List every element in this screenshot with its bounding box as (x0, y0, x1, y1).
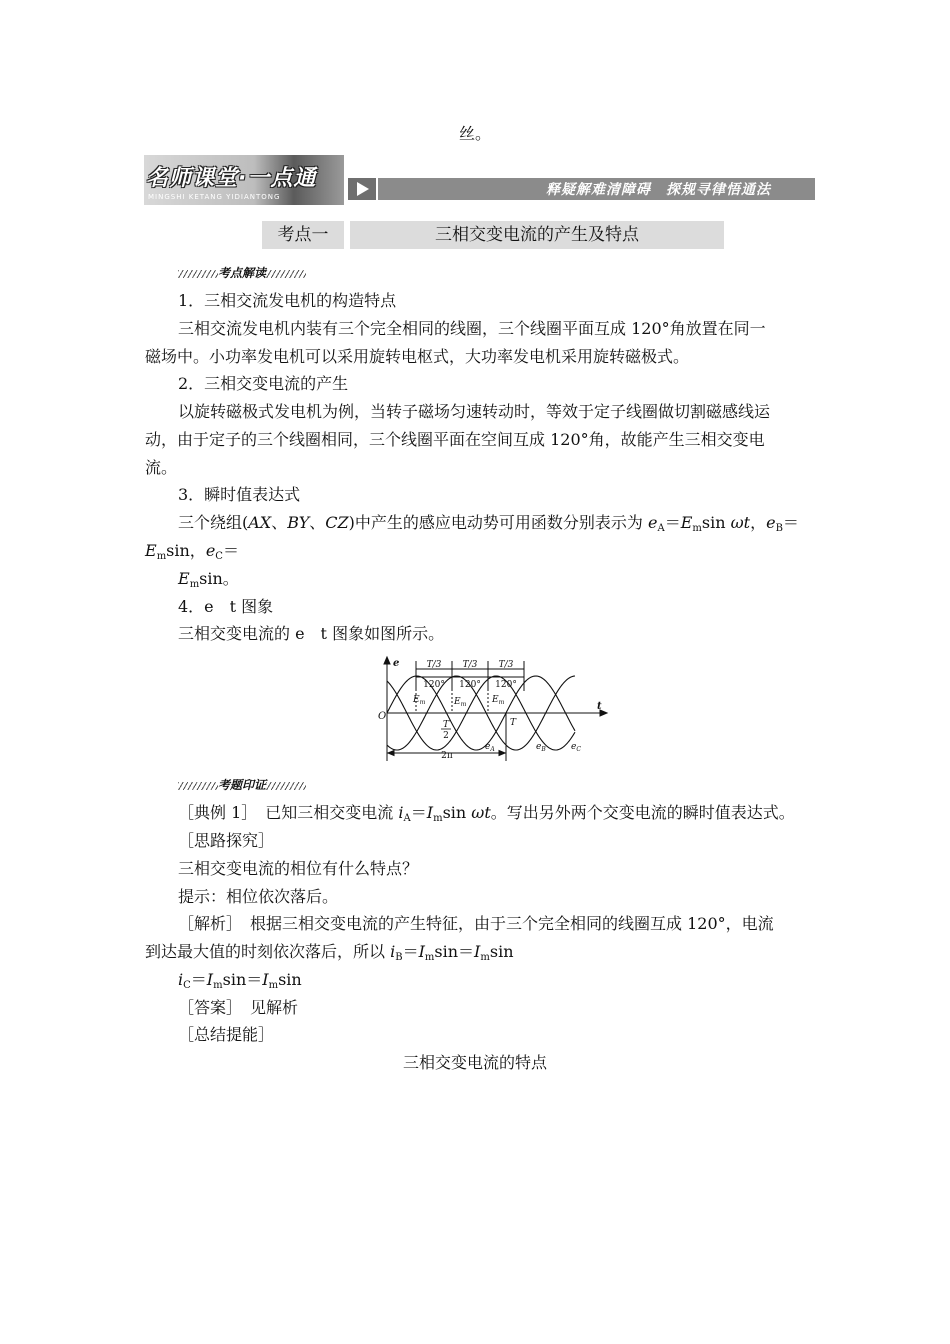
heading-2: 2．三相交变电流的产生 (178, 374, 349, 393)
paragraph-3-line-2: $E_m\sin$，$e_C=$ (145, 541, 239, 562)
axis-label-t: t (597, 701, 602, 712)
analysis-line-2: 到达最大值的时刻依次落后，所以 $i_B=I_m\sin=I_m\sin$ (145, 942, 514, 963)
angle-label-2: 120° (459, 680, 481, 690)
paragraph-2-line-3: 流。 (145, 458, 178, 477)
hatch-decoration (266, 782, 306, 790)
em-label-1: $E_m$ (413, 695, 426, 706)
heading-3: 3．瞬时值表达式 (178, 485, 301, 504)
section-heading-kaoti-yinzheng: 考题印证 (178, 777, 306, 793)
two-pi-arrow-right (499, 751, 505, 756)
banner-slogan: 释疑解难清障碍 探规寻律悟通法 (546, 182, 771, 198)
paragraph-2-line-1: 以旋转磁极式发电机为例，当转子磁场匀速转动时，等效于定子线圈做切割磁感线运 (178, 402, 771, 421)
curve-label-ec: $e_C$ (571, 742, 581, 753)
section-banner (144, 155, 815, 205)
curve-label-eb: $e_B$ (536, 742, 546, 753)
kaodian-label: 考点一 (277, 225, 329, 245)
period-label: T (510, 718, 517, 728)
banner-photo (144, 155, 344, 205)
siLu-tag: ［思路探究］ (178, 831, 275, 850)
kaodian-header (262, 221, 724, 249)
t3-label-1: T/3 (426, 660, 442, 670)
angle-label-3: 120° (495, 680, 517, 690)
two-pi-arrow-left (388, 751, 394, 756)
paragraph-4-line-1: 三相交变电流的 e t 图象如图所示。 (178, 624, 445, 643)
kaodian-title: 三相交变电流的产生及特点 (435, 225, 639, 245)
question: 三相交变电流的相位有什么特点？ (178, 859, 419, 878)
summary-title: 三相交变电流的特点 (402, 1053, 547, 1072)
analysis-line-1: ［解析］ 根据三相交变电流的产生特征，由于三个完全相同的线圈互成 120°，电流 (178, 914, 774, 933)
answer: ［答案］ 见解析 (178, 998, 299, 1017)
heading-1: 1．三相交流发电机的构造特点 (178, 291, 397, 310)
hatch-decoration (178, 782, 218, 790)
half-period-numerator: T (442, 720, 450, 730)
origin-label: O (378, 711, 387, 722)
banner-bar (378, 178, 815, 200)
t3-label-3: T/3 (498, 660, 514, 670)
banner-title: 名师课堂·一点通 (146, 166, 317, 191)
page-fragment: 丝。 (458, 124, 491, 143)
angle-label-1: 120° (423, 680, 445, 690)
hatch-decoration (178, 270, 218, 278)
paragraph-1-line-2: 磁场中。小功率发电机可以采用旋转电枢式，大功率发电机采用旋转磁极式。 (145, 347, 690, 366)
curve-label-ea: $e_A$ (485, 742, 495, 753)
example-1-statement: ［典例 1］ 已知三相交变电流 $i_A=I_m\sin$ ωt。写出另外两个交变电流的瞬时值表达式。 (178, 803, 795, 824)
axis-label-e: e (393, 658, 400, 669)
play-arrow-icon (357, 182, 369, 196)
em-label-2: $E_m$ (454, 697, 467, 708)
banner-arrow-box (348, 178, 376, 200)
summary-tag: ［总结提能］ (178, 1025, 275, 1044)
banner-subtitle: MINGSHI KETANG YIDIANTONG (148, 193, 281, 201)
two-pi-label: 2π (441, 751, 453, 761)
paragraph-2-line-2: 动，由于定子的三个线圈相同，三个线圈平面在空间互成 120°角，故能产生三相交变电 (145, 430, 765, 449)
e-t-graph (375, 655, 610, 765)
heading-4: 4．e t 图象 (178, 597, 274, 616)
half-period-denominator: 2 (443, 731, 449, 741)
paragraph-3-line-3: $E_m\sin$。 (178, 569, 239, 590)
t3-label-2: T/3 (462, 660, 478, 670)
hatch-decoration (266, 270, 306, 278)
hint: 提示：相位依次落后。 (178, 887, 339, 906)
analysis-line-3: $i_C=I_m\sin=I_m\sin$ (178, 970, 302, 991)
paragraph-1-line-1: 三相交流发电机内装有三个完全相同的线圈，三个线圈平面互成 120°角放置在同一 (178, 319, 766, 338)
paragraph-3-line-1: 三个绕组(AX、BY、CZ)中产生的感应电动势可用函数分别表示为 $e_A=E_m\sin$ ωt，$e_B=$ (178, 513, 799, 534)
e-axis-arrow (384, 657, 390, 664)
section-heading-kaodian-jiedu: 考点解读 (178, 265, 306, 281)
em-label-3: $E_m$ (492, 695, 505, 706)
